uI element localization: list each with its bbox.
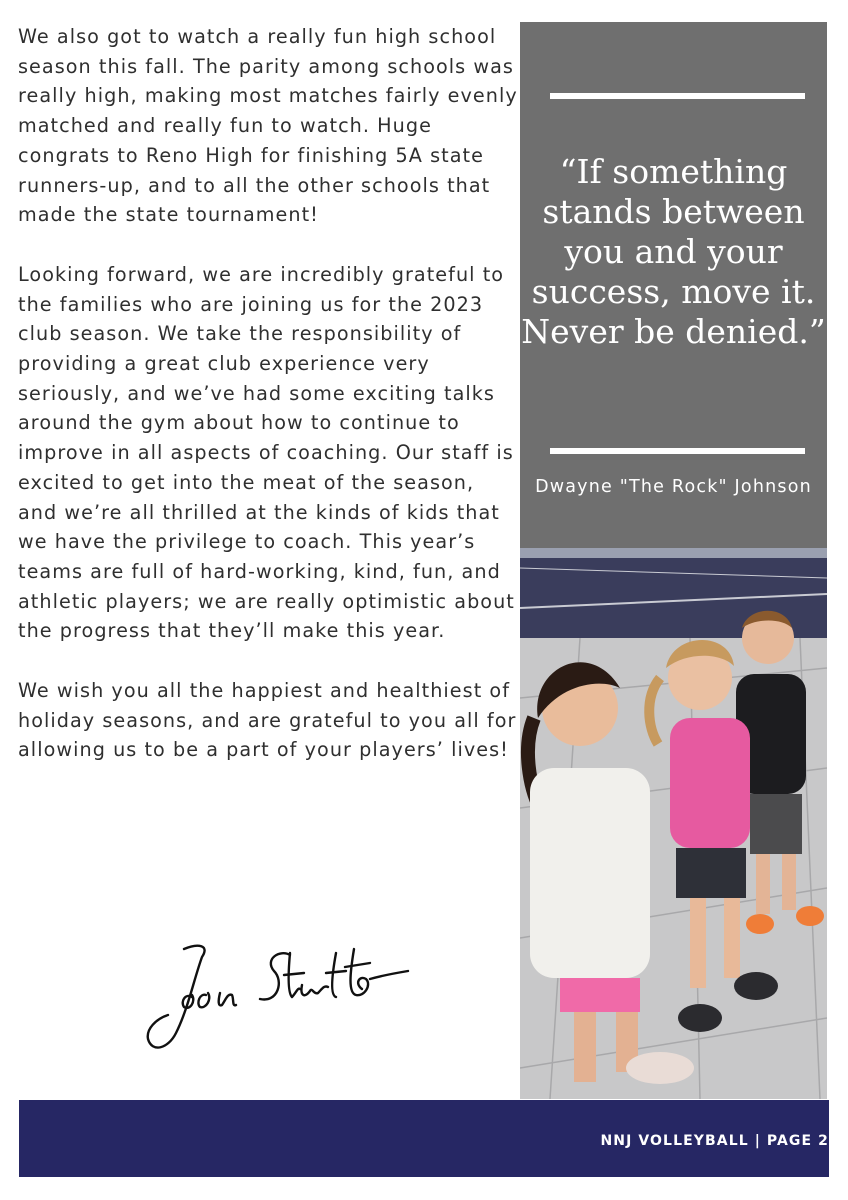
handwritten-signature [140, 935, 410, 1055]
kids-volleyball-photo [520, 548, 827, 1099]
paragraph-holiday-wishes: We wish you all the happiest and healthiest of holiday seasons, and are grateful to you all for allowing us to be a part of your players’ lives! [18, 679, 517, 762]
quote-panel [520, 22, 827, 548]
paragraph-club-season: Looking forward, we are incredibly grateful to the families who are joining us for the 2023 club season. We take the responsibility of providing a great club experience very seriously, and we’ve had some exciting talks around the gym about how to continue to improve in all aspects of coaching. Our staff is excited to get into the meat of the season, and we’re all thrilled at the kinds of kids that we have the privilege to coach. This year’s teams are full of hard-working, kind, fun, and athletic players; we are really optimistic about the progress that they’ll make this year. [18, 262, 515, 643]
quote-top-rule [550, 93, 805, 99]
footer-bar [19, 1100, 829, 1177]
paragraph-high-school-season: We also got to watch a really fun high school season this fall. The parity among schools was really high, making most matches fairly evenly matched and really fun to watch. Huge congrats to Reno High for finishing 5A state runners-up, and to all the other schools that made the state tournament! [18, 25, 518, 227]
footer-page-label: NNJ VOLLEYBALL | PAGE 2 [600, 1133, 829, 1149]
letter-body [18, 22, 518, 795]
quote-author: Dwayne "The Rock" Johnson [535, 477, 812, 497]
quote-bottom-rule [550, 448, 805, 454]
quote-text: “If something stands between you and your success, move it. Never be denied.” [521, 152, 826, 351]
